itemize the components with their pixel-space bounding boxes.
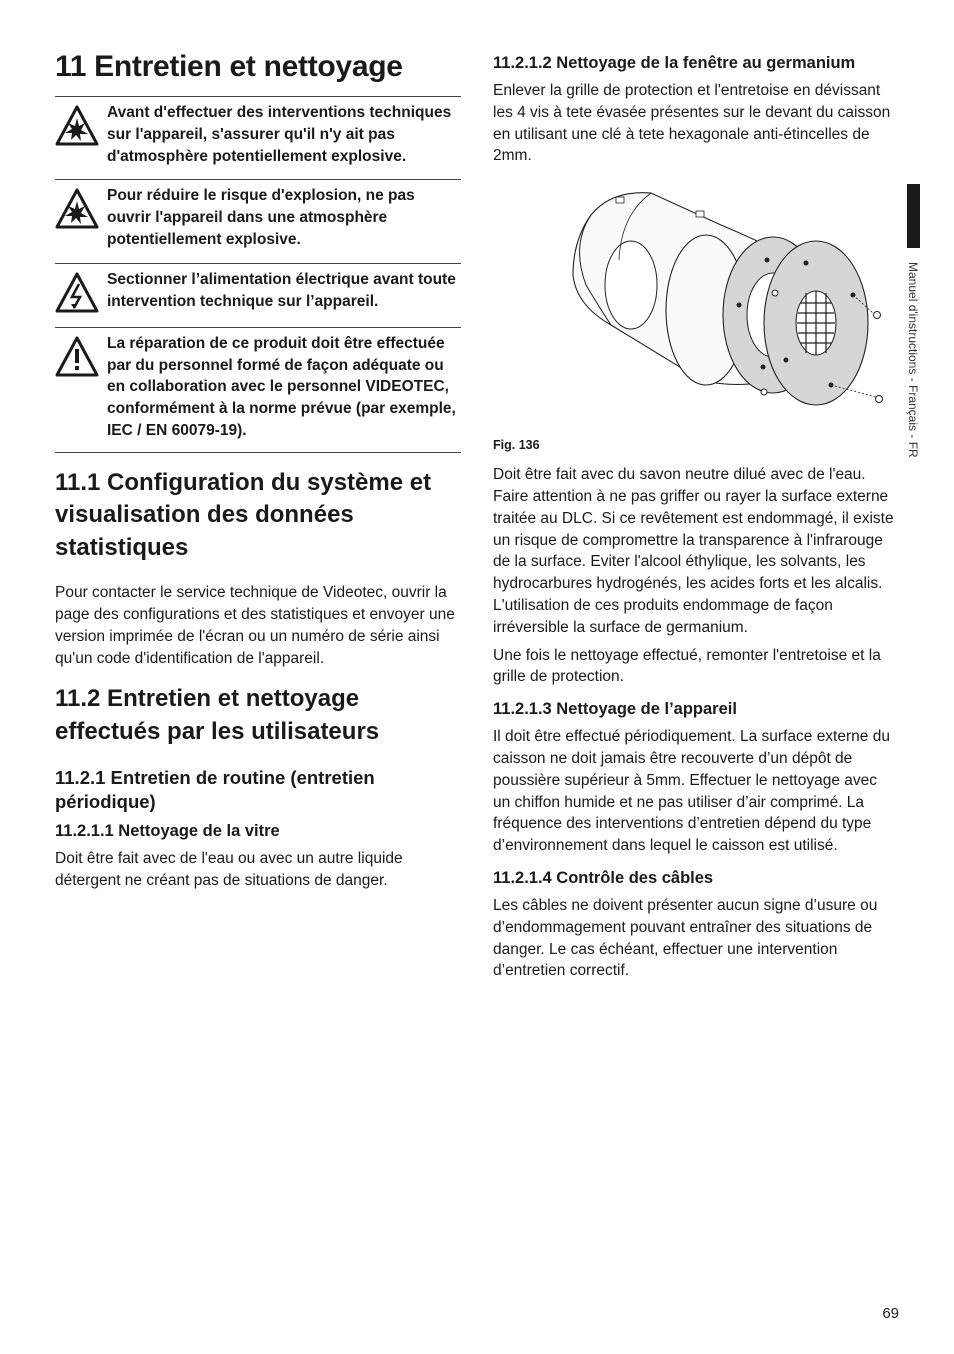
warning-box-4 [55, 327, 461, 450]
explosion-warning-icon [55, 187, 99, 231]
side-label-container [904, 262, 924, 502]
explosion-warning-icon [55, 104, 99, 148]
section-11-2-1-4-body: Les câbles ne doivent présenter aucun signe d’usure ou d’endommagement pouvant entraîner des situations de danger. Le cas échéant, effectuer une intervention d’entretien correctif. [493, 896, 878, 980]
figure-caption: Fig. 136 [493, 438, 540, 453]
page-number: 69 [882, 1305, 899, 1322]
warning-box-1 [55, 96, 461, 175]
section-11-2-1-2-body-2: Doit être fait avec du savon neutre dilué avec de l'eau. Faire attention à ne pas griffer ou rayer la surface externe traitée au DLC. Si ce revêtement est endommagé, il existe un risque de compromettre la transparence à l'infrarouge de la surface. Eviter l'alcool éthylique, les solvants, les hydrocarbures hydrogénés, les acides forts et les alcalis. L'utilisation de ces produits endommage de façon irréversible la surface de germanium. [493, 466, 894, 636]
section-11-2-1-3-title: 11.2.1.3 Nettoyage de l’appareil [493, 700, 737, 719]
section-11-2-1-2-body-1: Enlever la grille de protection et l'entretoise en dévissant les 4 vis à tete évasée présentes sur le devant du caisson en utilisant une clé à tete hexagonale anti-étincelles de 2mm. [493, 82, 891, 165]
section-11-2-1-2-title: 11.2.1.2 Nettoyage de la fenêtre au germanium [493, 54, 856, 72]
section-11-2-1-2-body-3: Une fois le nettoyage effectué, remonter l'entretoise et la grille de protection. [493, 646, 881, 686]
side-label: Manuel d'instructions - Français - FR [906, 262, 920, 458]
left-column [55, 48, 461, 898]
general-warning-icon [55, 335, 99, 379]
warning-bottom-divider [55, 452, 461, 453]
warning-text-1: Avant d'effectuer des interventions techniques sur l'appareil, s'assurer qu'il n'y ait pas d'atmosphère potentiellement explosive. [107, 104, 452, 165]
housing-exploded-figure [531, 185, 901, 425]
section-11-1-title: 11.1 Configuration du système et visualisation des données statistiques [55, 468, 432, 561]
section-11-2-1-4-title: 11.2.1.4 Contrôle des câbles [493, 868, 714, 887]
warning-text-3: Sectionner l’alimentation électrique avant toute intervention technique sur l’appareil. [107, 270, 456, 310]
section-11-2-1-3-body: Il doit être effectué périodiquement. La surface externe du caisson ne doit jamais être recouverte d’un dépôt de poussière supérieur à 5mm. Effectuer le nettoyage avec un chiffon humide et ne pas utiliser d’air comprimé. La fréquence des interventions d’entretien dépend du type d’environnement dans lequel le caisson est utilisé. [493, 728, 890, 855]
section-11-2-1-title: 11.2.1 Entretien de routine (entretien périodique) [55, 767, 375, 813]
section-11-2-title: 11.2 Entretien et nettoyage effectués par les utilisateurs [55, 685, 380, 745]
warning-text-2: Pour réduire le risque d'explosion, ne pas ouvrir l'appareil dans une atmosphère potentiellement explosive. [107, 187, 415, 248]
section-11-2-1-1-body: Doit être fait avec de l'eau ou avec un autre liquide détergent ne créant pas de situations de danger. [55, 850, 403, 890]
right-column [493, 52, 898, 988]
warning-box-2 [55, 179, 461, 258]
chapter-title: 11 Entretien et nettoyage [55, 50, 403, 83]
electric-warning-icon [55, 271, 99, 315]
warning-text-4: La réparation de ce produit doit être effectuée par du personnel formé de façon adéquate ou en collaboration avec le personnel VIDEOTEC, conformément à la norme prévue (par exemple, IEC / EN 60079-19). [107, 334, 456, 439]
side-tab-marker [907, 184, 920, 248]
section-11-1-body: Pour contacter le service technique de Videotec, ouvrir la page des configurations et des statistiques et envoyer une version imprimée de l'écran ou un numéro de série ainsi qu'un code d'identification de l'appareil. [55, 584, 455, 667]
section-11-2-1-1-title: 11.2.1.1 Nettoyage de la vitre [55, 822, 280, 841]
warning-box-3 [55, 263, 461, 323]
